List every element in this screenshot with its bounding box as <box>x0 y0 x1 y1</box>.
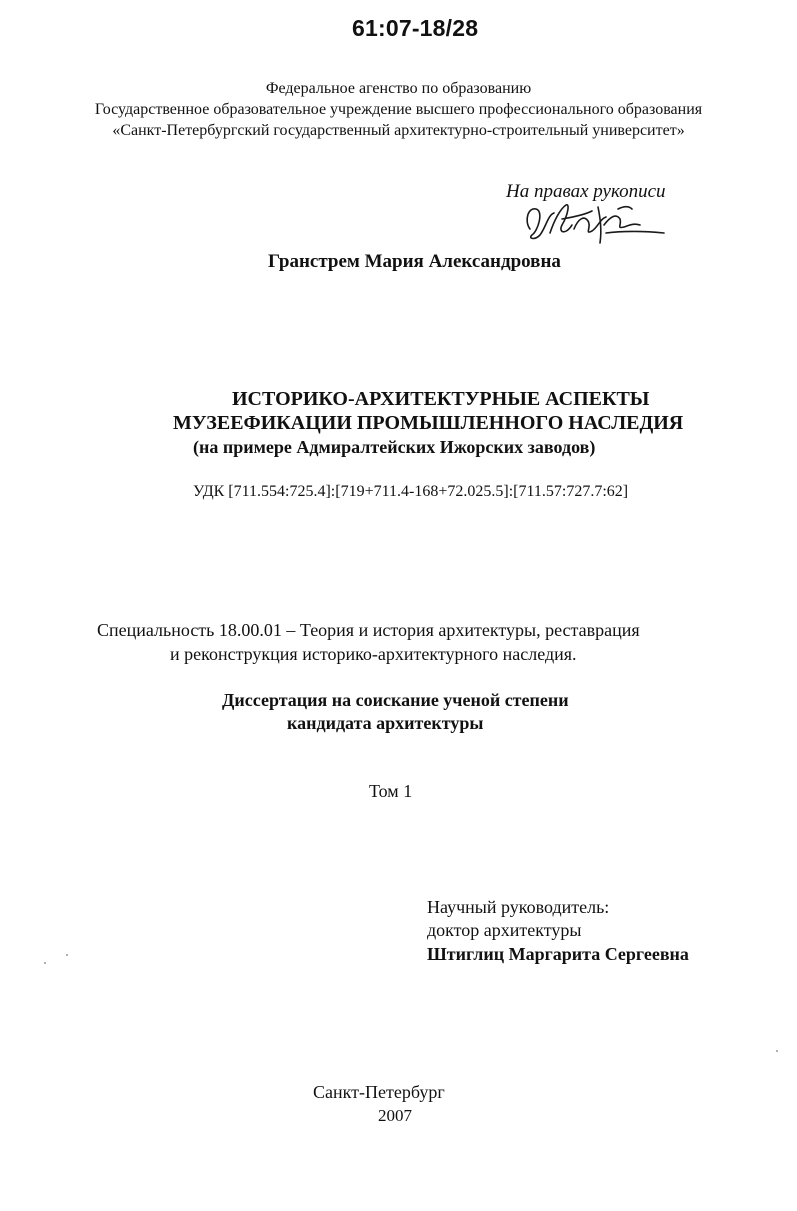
supervisor-label: Научный руководитель: <box>427 897 610 917</box>
scan-speck <box>66 954 68 956</box>
title-subtitle: (на примере Адмиралтейских Ижорских заводов) <box>193 437 596 457</box>
specialty-line-2: и реконструкция историко-архитектурного наследия. <box>170 644 577 664</box>
city-label: Санкт-Петербург <box>313 1082 445 1102</box>
organization-line-2: Государственное образовательное учреждение высшего профессионального образования <box>94 101 703 118</box>
title-line-1: ИСТОРИКО-АРХИТЕКТУРНЫЕ АСПЕКТЫ <box>232 388 650 410</box>
scan-speck <box>44 962 46 964</box>
supervisor-name: Штиглиц Маргарита Сергеевна <box>427 944 689 964</box>
volume-label: Том 1 <box>369 781 413 801</box>
dissertation-line-1: Диссертация на соискание ученой степени <box>222 690 569 710</box>
manuscript-note: На правах рукописи <box>506 181 666 202</box>
year-label: 2007 <box>378 1106 412 1125</box>
organization-line-1: Федеральное агенство по образованию <box>265 80 532 97</box>
scan-speck <box>776 1050 778 1052</box>
supervisor-degree: доктор архитектуры <box>427 920 582 940</box>
udk-code: УДК [711.554:725.4]:[719+711.4-168+72.025.5]:[711.57:727.7:62] <box>193 483 629 500</box>
title-line-2: МУЗЕЕФИКАЦИИ ПРОМЫШЛЕННОГО НАСЛЕДИЯ <box>173 412 684 434</box>
author-name: Гранстрем Мария Александровна <box>268 251 561 272</box>
dissertation-line-2: кандидата архитектуры <box>287 713 484 733</box>
specialty-line-1: Специальность 18.00.01 – Теория и история архитектуры, реставрация <box>97 620 640 640</box>
signature-icon <box>522 195 672 247</box>
organization-line-3: «Санкт-Петербургский государственный архитектурно-строительный университет» <box>112 122 685 139</box>
archive-code: 61:07-18/28 <box>352 15 479 41</box>
